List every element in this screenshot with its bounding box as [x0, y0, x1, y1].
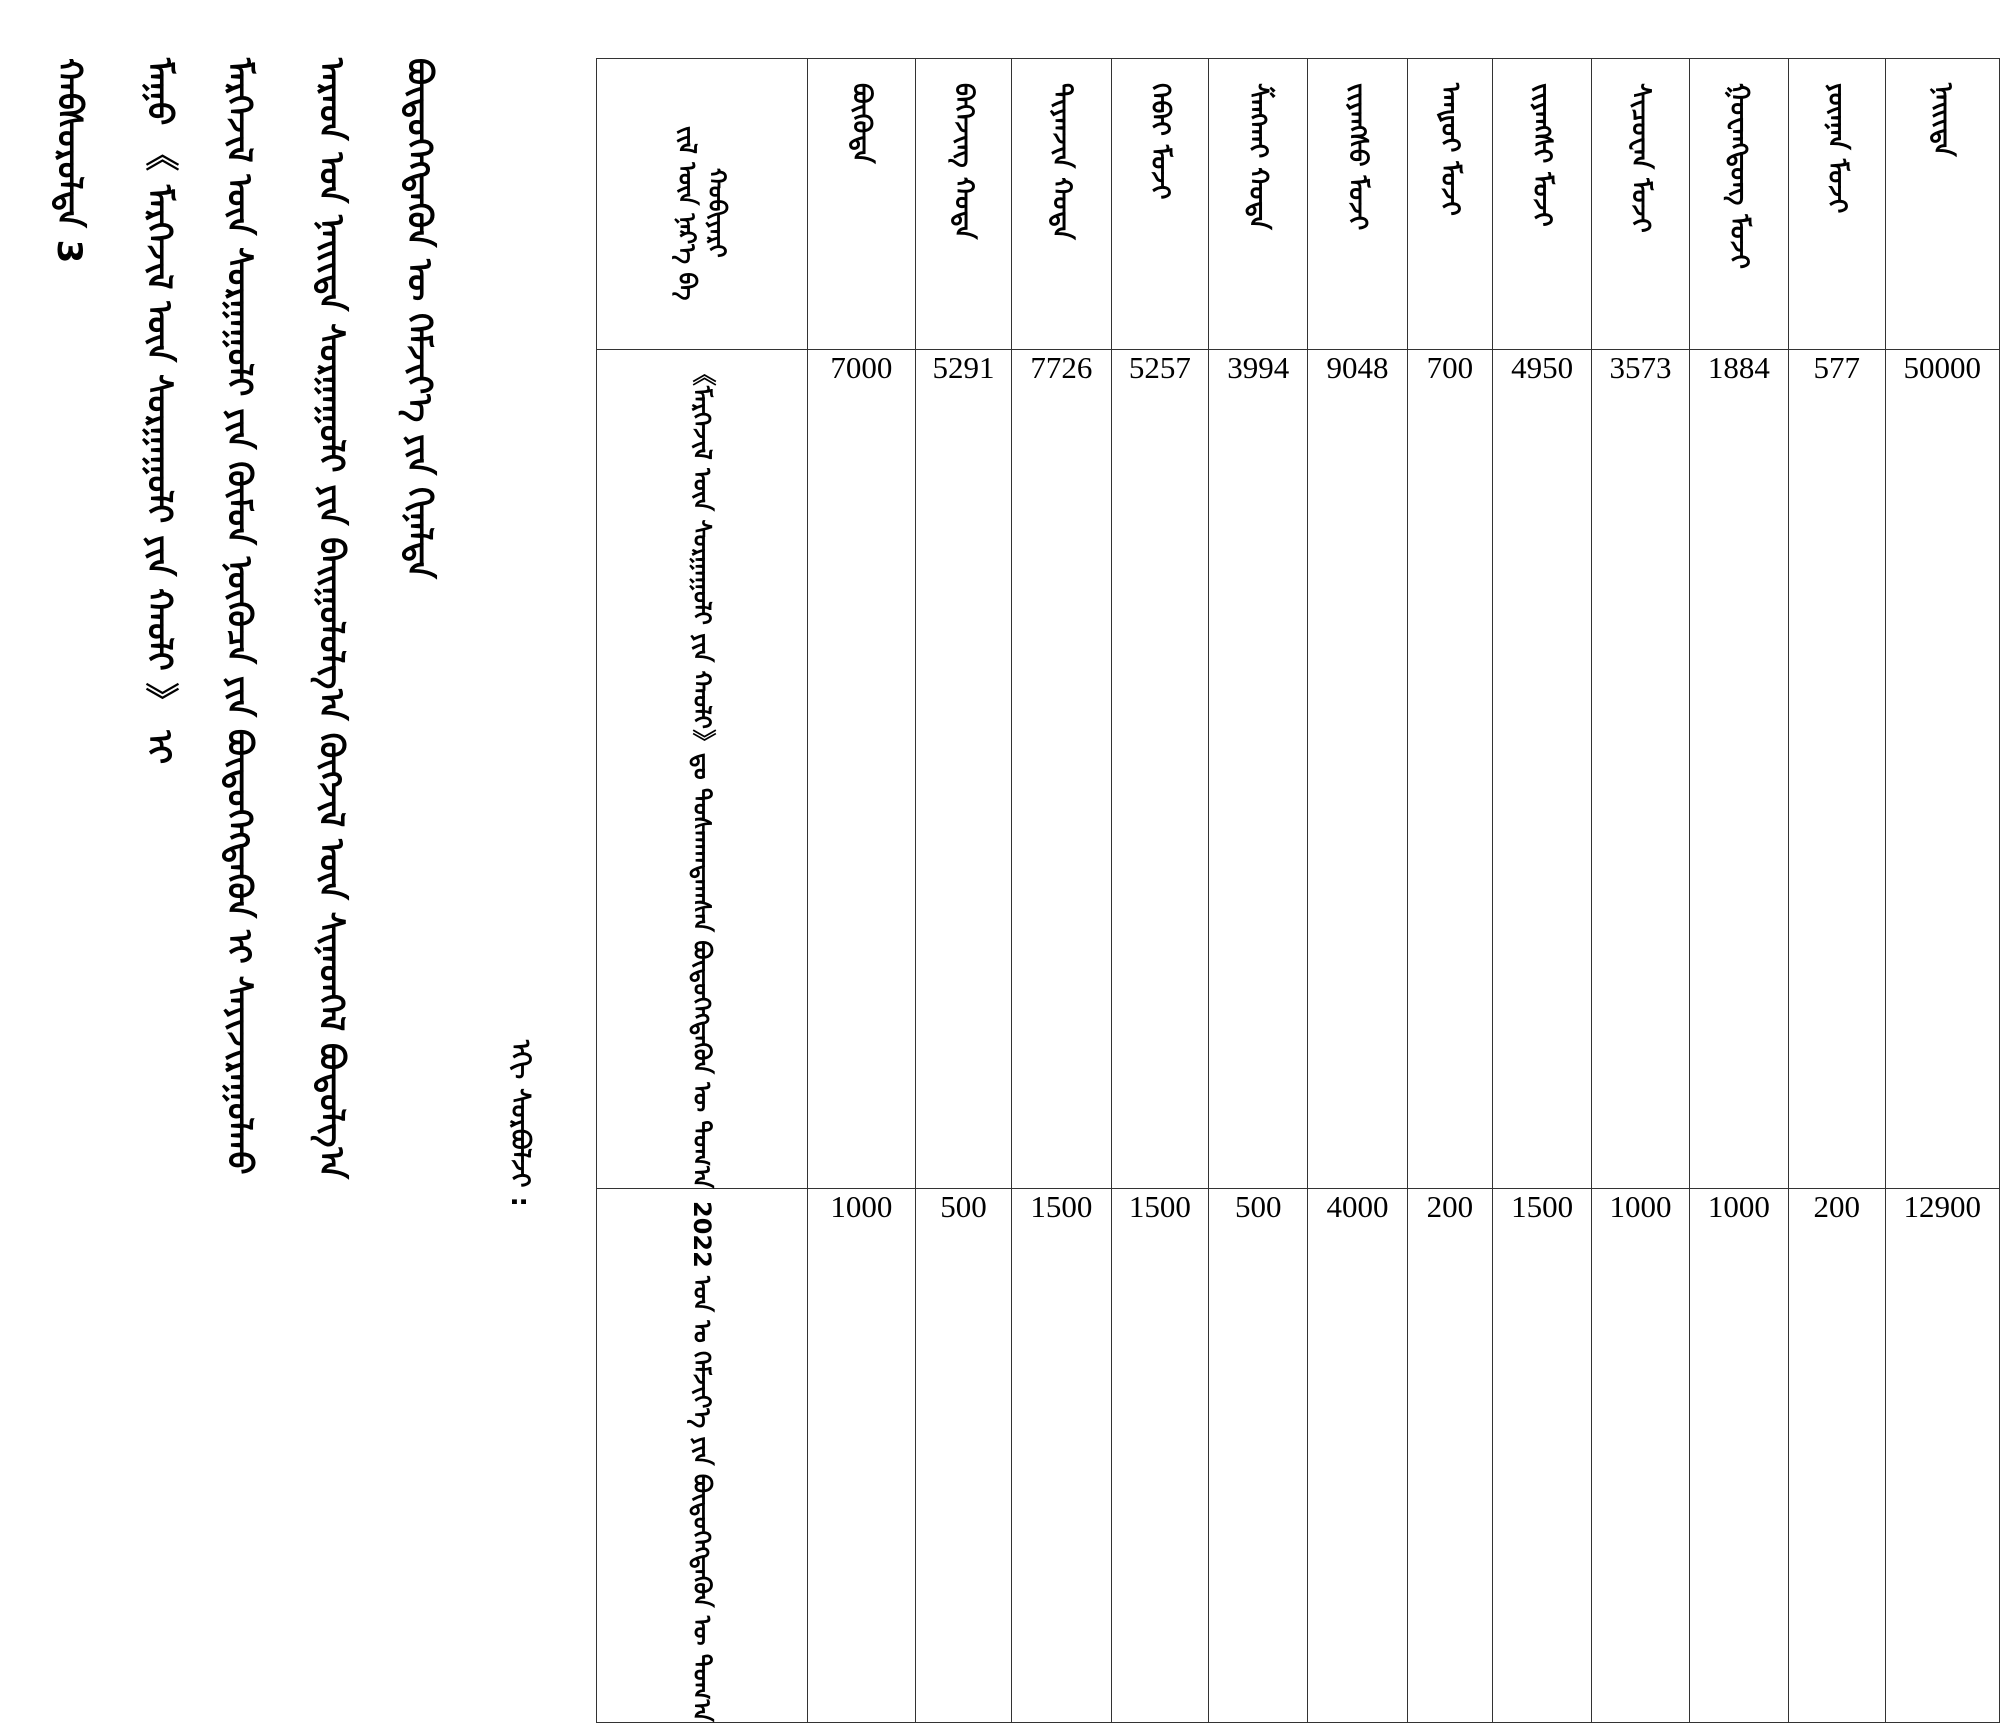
table-cell-target: 50000	[1885, 350, 2000, 1189]
body-line-2: ᠠᠷᠠᠳ ᠤᠨ ᠨᠡᠢᠢᠲᠡ ᠰᠤᠷᠭᠠᠭᠤᠯᠢ ᠶᠢᠨ ᠪᠠᠢᠭᠤᠯᠤᠯᠭ᠎ᠠ ᠬᠥᠭᠵᠢᠯ ᠦᠨ ᠰᠢᠨᠡᠳᠬᠡᠯ ᠪᠤᠳᠤᠯᠭ᠎ᠠ	[311, 58, 351, 1180]
table-cell-2022: 200	[1789, 1189, 1885, 1723]
data-table	[596, 58, 2000, 1723]
table-cell-2022: 4000	[1308, 1189, 1407, 1723]
caption-line-5: ᠬᠠᠪᠰᠤᠷᠤᠯᠲᠠ 3	[49, 58, 89, 264]
table-cell-target: 9048	[1308, 350, 1407, 1189]
table-cell-target: 700	[1407, 350, 1492, 1189]
table-cell-name: ᠵᠢᠶᠠᠩᠰᠢ ᠮᠤᠵᠢ	[1492, 59, 1591, 350]
table-cell-name: ᠬᠡᠪᠡᠢ ᠮᠤᠵᠢ	[1111, 59, 1208, 350]
header-label: ᠵᠢᠯ ᠦᠨ ᠨᠡᠷ᠎ᠡ ᠪᠠ ᠬᠤᠪᠢᠶᠠᠷᠢ	[673, 125, 731, 301]
source-label: ᠡᠬᠢ ᠰᠤᠷᠪᠤᠯᠵᠢ :	[505, 1040, 535, 1207]
body-line-3: ᠮᠡᠷᠭᠡᠵᠢᠯ ᠦᠨ ᠰᠤᠷᠭᠠᠭᠤᠯᠢ ᠶᠢᠨ ᠬᠦᠮᠦᠨ ᠨᠦᠭᠦᠴᠡ ᠶᠢᠨ ᠪᠦᠲᠦᠭᠡᠭᠳᠡᠬᠦᠨ ᠢ ᠰᠠᠶᠢᠵᠢᠷᠠᠭᠤᠯᠬᠤ	[219, 58, 259, 1175]
table-cell-target: 7000	[808, 350, 916, 1189]
table-header-target: 《ᠮᠡᠷᠭᠡᠵᠢᠯ ᠦᠨ ᠰᠤᠷᠭᠠᠭᠤᠯᠢ ᠶᠢᠨ ᠬᠠᠤᠯᠢ》ᠳᠤ ᠲᠤᠰᠬᠠᠭᠳᠠᠭᠰᠠᠨ ᠪᠦᠲᠦᠭᠡᠭᠳᠡᠬᠦᠨ ᠦ ᠲᠣᠭ᠎ᠠ	[597, 350, 808, 1189]
table-cell-target: 3573	[1592, 350, 1689, 1189]
table-cell-2022: 500	[915, 1189, 1012, 1723]
table-cell-name: ᠵᠢᠶᠠᠩᠰᠦ ᠮᠤᠵᠢ	[1308, 59, 1407, 350]
table-cell-name: ᠠᠨᠾᠦᠢ ᠮᠤᠵᠢ	[1407, 59, 1492, 350]
table-header-2022: 2022 ᠣᠨ ᠤ ᠬᠡᠮᠵᠢᠶ᠎ᠡ ᠶᠢᠨ ᠪᠦᠲᠦᠭᠡᠭᠳᠡᠬᠦᠨ ᠦ ᠲᠣᠭ᠎ᠠ	[597, 1189, 808, 1723]
table-cell-target: 5291	[915, 350, 1012, 1189]
table-cell-2022: 500	[1209, 1189, 1308, 1723]
table-cell-name: ᠰᠢᠴᠤᠸᠠᠨ ᠮᠤᠵᠢ	[1592, 59, 1689, 350]
table-cell-name: ᠨᠡᠢᠢᠲᠡ	[1885, 59, 2000, 350]
table-cell-2022: 1000	[1592, 1189, 1689, 1723]
table-cell-target: 7726	[1012, 350, 1111, 1189]
table-cell-2022: 200	[1407, 1189, 1492, 1723]
table-cell-target: 3994	[1209, 350, 1308, 1189]
table-cell-2022: 1500	[1012, 1189, 1111, 1723]
table-cell-target: 1884	[1689, 350, 1788, 1189]
table-cell-target: 5257	[1111, 350, 1208, 1189]
table-cell-2022: 12900	[1885, 1189, 2000, 1723]
table-cell-target: 577	[1789, 350, 1885, 1189]
table-cell-name: ᠪᠡᠭᠡᠵᠢᠩ ᠬᠤᠳᠠ	[915, 59, 1012, 350]
table-cell-2022: 1000	[1689, 1189, 1788, 1723]
table-cell-name: ᠶᠦᠨᠨᠠᠨ ᠮᠤᠵᠢ	[1789, 59, 1885, 350]
table-cell-name: ᠲᠢᠶᠠᠨᠵᠢᠨ ᠬᠤᠳᠠ	[1012, 59, 1111, 350]
table-cell-2022: 1000	[808, 1189, 916, 1723]
table-cell-2022: 1500	[1492, 1189, 1591, 1723]
table-cell-target: 4950	[1492, 350, 1591, 1189]
table-cell-name: ᠪᠦᠭᠦᠳᠡ	[808, 59, 916, 350]
body-line-4: ᠮᠠᠭᠤ 《 ᠮᠡᠷᠭᠡᠵᠢᠯ ᠦᠨ ᠰᠤᠷᠭᠠᠭᠤᠯᠢ ᠶᠢᠨ ᠬᠠᠤᠯᠢ 》 ᠢ	[139, 58, 179, 765]
table-title: ᠪᠦᠲᠦᠭᠡᠭᠳᠡᠬᠦᠨ ᠦ ᠬᠡᠮᠵᠢᠶ᠎ᠡ ᠶᠢᠨ ᠬᠢᠨᠠᠯᠲᠠ	[399, 58, 439, 579]
table-header-column	[597, 59, 808, 350]
table-cell-2022: 1500	[1111, 1189, 1208, 1723]
table-cell-name: ᠱᠠᠩᠬᠠᠢ ᠬᠤᠳᠠ	[1209, 59, 1308, 350]
table-cell-name: ᠭᠤᠸᠠᠩᠳᠦᠩ ᠮᠤᠵᠢ	[1689, 59, 1788, 350]
